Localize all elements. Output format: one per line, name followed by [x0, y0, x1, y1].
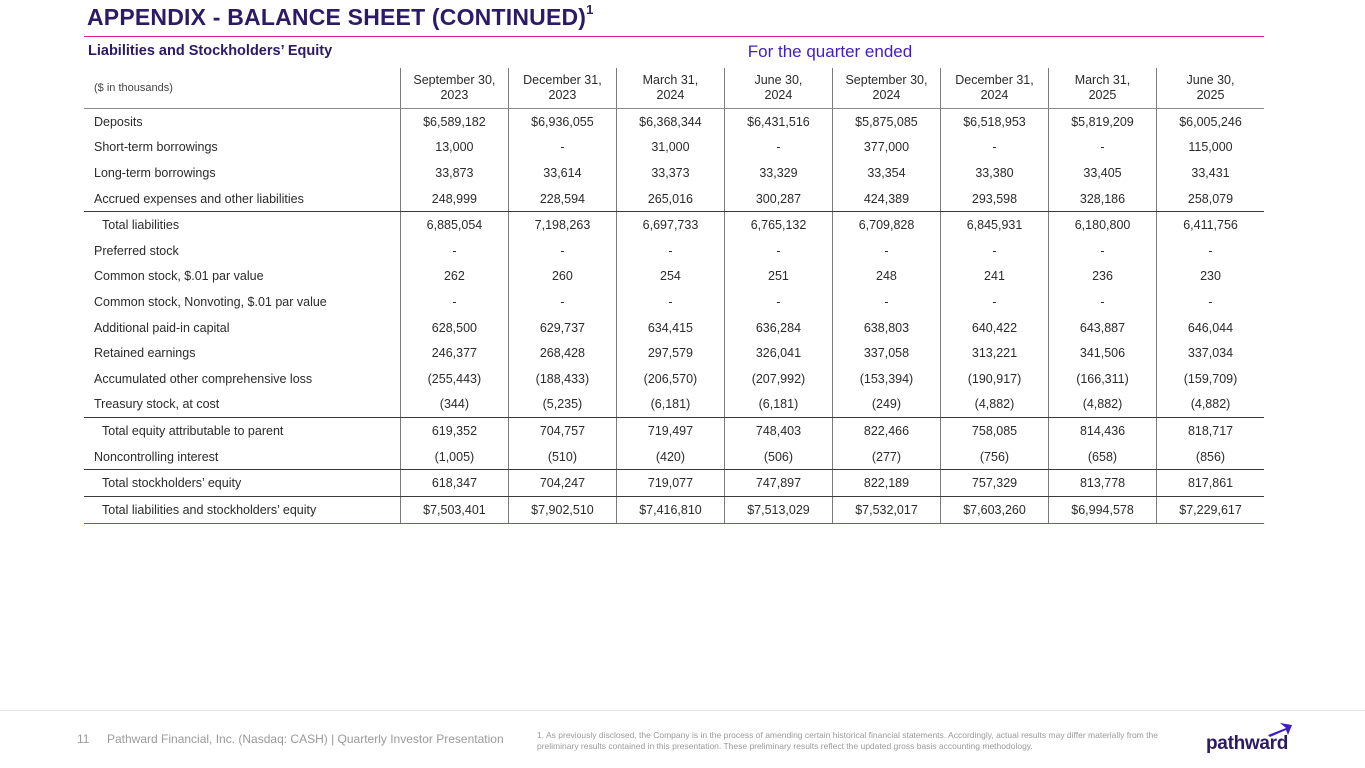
table-cell: - — [616, 289, 724, 315]
table-cell: 262 — [400, 264, 508, 290]
table-cell: 814,436 — [1048, 418, 1156, 444]
row-label: Total stockholders’ equity — [102, 476, 242, 491]
table-cell: 254 — [616, 264, 724, 290]
table-cell: 230 — [1156, 264, 1264, 290]
table-cell: 33,405 — [1048, 160, 1156, 186]
footer-divider — [0, 710, 1365, 711]
column-header-period: June 30, — [754, 73, 803, 87]
table-cell: $6,431,516 — [724, 109, 832, 135]
table-cell: - — [1048, 135, 1156, 161]
table-cell: 265,016 — [616, 186, 724, 212]
table-cell: 297,579 — [616, 340, 724, 366]
table-cell: 6,765,132 — [724, 212, 832, 238]
table-cell: 6,180,800 — [1048, 212, 1156, 238]
table-cell: - — [616, 238, 724, 264]
table-cell: $7,513,029 — [724, 497, 832, 523]
table-cell: - — [724, 238, 832, 264]
table-cell: 293,598 — [940, 186, 1048, 212]
column-header — [724, 68, 832, 108]
table-cell: - — [832, 289, 940, 315]
table-row — [84, 264, 1264, 290]
table-cell: - — [400, 289, 508, 315]
table-cell: $6,005,246 — [1156, 109, 1264, 135]
table-row — [84, 444, 1264, 470]
table-cell: 6,709,828 — [832, 212, 940, 238]
table-cell: 341,506 — [1048, 340, 1156, 366]
column-header — [1048, 68, 1156, 108]
table-cell: (159,709) — [1156, 366, 1264, 392]
table-cell: $7,416,810 — [616, 497, 724, 523]
table-cell: 6,411,756 — [1156, 212, 1264, 238]
table-cell: - — [1156, 289, 1264, 315]
table-cell: (6,181) — [616, 392, 724, 418]
page-number: 11 — [77, 732, 90, 746]
column-header — [940, 68, 1048, 108]
table-row — [84, 315, 1264, 341]
table-row — [84, 417, 1264, 444]
footnote: 1. As previously disclosed, the Company is in the process of amending certain historical financial statements. Accordingly, actual results may differ materially from the preliminary results contained in this presentation. These preliminary results reflect the updated gross basis accounting methodology. — [537, 730, 1158, 751]
table-cell: $7,902,510 — [508, 497, 616, 523]
table-header-row — [84, 68, 1264, 109]
table-cell: 6,845,931 — [940, 212, 1048, 238]
table-cell: (510) — [508, 444, 616, 470]
table-cell: (207,992) — [724, 366, 832, 392]
table-cell: - — [832, 238, 940, 264]
row-label: Deposits — [94, 114, 143, 129]
table-cell: (856) — [1156, 444, 1264, 470]
row-label: Noncontrolling interest — [94, 449, 219, 464]
row-label: Common stock, $.01 par value — [94, 269, 264, 284]
table-cell: - — [508, 289, 616, 315]
table-cell: (658) — [1048, 444, 1156, 470]
table-row — [84, 160, 1264, 186]
column-header-year: 2023 — [440, 88, 469, 102]
table-cell: - — [940, 135, 1048, 161]
table-cell: 628,500 — [400, 315, 508, 341]
table-cell: (6,181) — [724, 392, 832, 418]
table-cell: 33,373 — [616, 160, 724, 186]
table-cell: - — [508, 238, 616, 264]
table-cell: 758,085 — [940, 418, 1048, 444]
column-header-period: March 31, — [1074, 73, 1131, 87]
column-header-year: 2024 — [872, 88, 901, 102]
table-cell: 326,041 — [724, 340, 832, 366]
table-cell: 248,999 — [400, 186, 508, 212]
table-cell: 300,287 — [724, 186, 832, 212]
column-header-year: 2025 — [1196, 88, 1225, 102]
table-cell: (4,882) — [1156, 392, 1264, 418]
table-cell: 33,329 — [724, 160, 832, 186]
table-row — [84, 135, 1264, 161]
table-cell: 236 — [1048, 264, 1156, 290]
table-cell: 640,422 — [940, 315, 1048, 341]
table-cell: (188,433) — [508, 366, 616, 392]
row-label: Total liabilities and stockholders’ equity — [102, 502, 317, 517]
table-cell: 260 — [508, 264, 616, 290]
table-cell: 748,403 — [724, 418, 832, 444]
table-cell: - — [1156, 238, 1264, 264]
units-label: ($ in thousands) — [94, 82, 173, 94]
table-cell: 817,861 — [1156, 470, 1264, 496]
column-header — [832, 68, 940, 108]
table-cell: 251 — [724, 264, 832, 290]
table-cell: $6,994,578 — [1048, 497, 1156, 523]
table-cell: 33,873 — [400, 160, 508, 186]
table-cell: $7,532,017 — [832, 497, 940, 523]
column-header-year: 2024 — [980, 88, 1009, 102]
table-cell: 258,079 — [1156, 186, 1264, 212]
title-divider — [84, 36, 1264, 37]
table-cell: $6,368,344 — [616, 109, 724, 135]
row-label: Treasury stock, at cost — [94, 397, 220, 412]
table-cell: (4,882) — [940, 392, 1048, 418]
table-cell: 33,354 — [832, 160, 940, 186]
table-cell: 33,614 — [508, 160, 616, 186]
table-cell: - — [940, 238, 1048, 264]
table-cell: 33,431 — [1156, 160, 1264, 186]
table-cell: - — [1048, 289, 1156, 315]
table-row — [84, 392, 1264, 418]
row-label: Accumulated other comprehensive loss — [94, 371, 313, 386]
table-cell: 248 — [832, 264, 940, 290]
table-cell: (756) — [940, 444, 1048, 470]
table-row — [84, 340, 1264, 366]
column-header — [616, 68, 724, 108]
column-header-period: September 30, — [413, 73, 496, 87]
table-row — [84, 289, 1264, 315]
table-cell: 719,077 — [616, 470, 724, 496]
section-label: Liabilities and Stockholders’ Equity — [88, 43, 333, 59]
table-cell: 757,329 — [940, 470, 1048, 496]
table-cell: 328,186 — [1048, 186, 1156, 212]
table-cell: (153,394) — [832, 366, 940, 392]
logo-wordmark: pathward — [1206, 733, 1289, 754]
table-row — [84, 496, 1264, 524]
table-cell: (277) — [832, 444, 940, 470]
table-cell: 822,466 — [832, 418, 940, 444]
row-label: Total equity attributable to parent — [102, 423, 284, 438]
pathward-logo — [1206, 723, 1296, 757]
table-cell: 337,058 — [832, 340, 940, 366]
table-cell: 629,737 — [508, 315, 616, 341]
table-cell: 115,000 — [1156, 135, 1264, 161]
table-cell: 813,778 — [1048, 470, 1156, 496]
table-cell: 6,697,733 — [616, 212, 724, 238]
row-label: Retained earnings — [94, 346, 196, 361]
table-cell: 704,247 — [508, 470, 616, 496]
row-label: Accrued expenses and other liabilities — [94, 191, 304, 206]
table-row — [84, 109, 1264, 135]
column-header-period: March 31, — [642, 73, 699, 87]
table-row — [84, 211, 1264, 238]
row-label: Common stock, Nonvoting, $.01 par value — [94, 294, 327, 309]
footer-company: Pathward Financial, Inc. (Nasdaq: CASH) | Quarterly Investor Presentation — [107, 732, 504, 746]
table-cell: - — [1048, 238, 1156, 264]
column-header-year: 2024 — [656, 88, 685, 102]
table-cell: 619,352 — [400, 418, 508, 444]
page-title: APPENDIX - BALANCE SHEET (CONTINUED)$^1$ — [87, 2, 594, 30]
table-cell: 31,000 — [616, 135, 724, 161]
table-cell: (1,005) — [400, 444, 508, 470]
table-cell: 638,803 — [832, 315, 940, 341]
column-header-period: December 31, — [523, 73, 602, 87]
table-cell: 424,389 — [832, 186, 940, 212]
table-cell: (4,882) — [1048, 392, 1156, 418]
table-cell: (506) — [724, 444, 832, 470]
column-header-year: 2025 — [1088, 88, 1117, 102]
table-cell: (206,570) — [616, 366, 724, 392]
table-cell: $7,603,260 — [940, 497, 1048, 523]
row-label: Long-term borrowings — [94, 165, 216, 180]
balance-sheet-table — [84, 68, 1264, 524]
table-cell: 704,757 — [508, 418, 616, 444]
table-cell: 643,887 — [1048, 315, 1156, 341]
period-header: For the quarter ended — [747, 42, 913, 61]
table-cell: $7,229,617 — [1156, 497, 1264, 523]
table-cell: 6,885,054 — [400, 212, 508, 238]
table-cell: - — [508, 135, 616, 161]
table-cell: (249) — [832, 392, 940, 418]
table-cell: - — [940, 289, 1048, 315]
table-cell: 377,000 — [832, 135, 940, 161]
table-cell: 7,198,263 — [508, 212, 616, 238]
table-row — [84, 366, 1264, 392]
column-header — [1156, 68, 1264, 108]
table-cell: - — [724, 135, 832, 161]
table-cell: 246,377 — [400, 340, 508, 366]
table-cell: $6,518,953 — [940, 109, 1048, 135]
table-cell: $5,819,209 — [1048, 109, 1156, 135]
table-cell: 818,717 — [1156, 418, 1264, 444]
table-cell: $6,589,182 — [400, 109, 508, 135]
column-header — [508, 68, 616, 108]
table-cell: $7,503,401 — [400, 497, 508, 523]
table-cell: 747,897 — [724, 470, 832, 496]
table-cell: 646,044 — [1156, 315, 1264, 341]
title-footnote-marker: 1 — [586, 2, 594, 18]
table-cell: 636,284 — [724, 315, 832, 341]
table-cell: (344) — [400, 392, 508, 418]
row-label: Preferred stock — [94, 243, 179, 258]
table-cell: (255,443) — [400, 366, 508, 392]
column-header-period: September 30, — [845, 73, 928, 87]
table-cell: (420) — [616, 444, 724, 470]
table-cell: 313,221 — [940, 340, 1048, 366]
table-cell: - — [724, 289, 832, 315]
table-cell: (5,235) — [508, 392, 616, 418]
table-row — [84, 238, 1264, 264]
row-label: Additional paid-in capital — [94, 320, 230, 335]
table-cell: $6,936,055 — [508, 109, 616, 135]
row-label: Total liabilities — [102, 218, 180, 233]
column-header — [400, 68, 508, 108]
column-header-period: June 30, — [1186, 73, 1235, 87]
row-label: Short-term borrowings — [94, 140, 218, 155]
column-header-period: December 31, — [955, 73, 1034, 87]
table-cell: 822,189 — [832, 470, 940, 496]
table-cell: $5,875,085 — [832, 109, 940, 135]
column-header-year: 2024 — [764, 88, 793, 102]
table-cell: (190,917) — [940, 366, 1048, 392]
table-cell: 337,034 — [1156, 340, 1264, 366]
table-cell: 13,000 — [400, 135, 508, 161]
table-cell: 719,497 — [616, 418, 724, 444]
table-cell: 228,594 — [508, 186, 616, 212]
table-cell: 241 — [940, 264, 1048, 290]
table-row — [84, 469, 1264, 496]
table-cell: (166,311) — [1048, 366, 1156, 392]
column-header-year: 2023 — [548, 88, 577, 102]
table-cell: 618,347 — [400, 470, 508, 496]
table-row — [84, 186, 1264, 212]
table-cell: 634,415 — [616, 315, 724, 341]
table-cell: 33,380 — [940, 160, 1048, 186]
table-cell: - — [400, 238, 508, 264]
table-cell: 268,428 — [508, 340, 616, 366]
